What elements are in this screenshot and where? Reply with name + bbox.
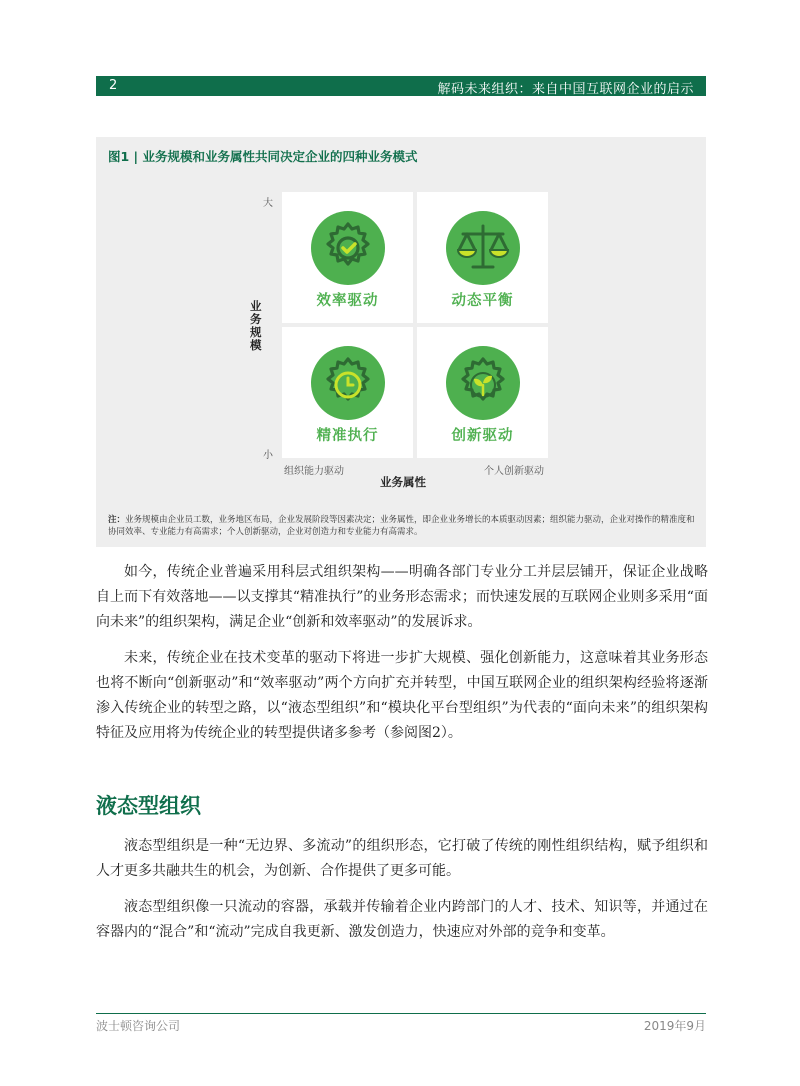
x-axis-right-label: 个人创新驱动 xyxy=(484,466,544,477)
page-header xyxy=(96,76,706,96)
quadrant-innovation-driven xyxy=(417,327,548,458)
body-paragraph-2: 未来，传统企业在技术变革的驱动下将进一步扩大规模、强化创新能力，这意味着其业务形态也将不断向“创新驱动”和“效率驱动”两个方向扩充并转型，中国互联网企业的组织架构经验将逐渐渗入传统企业的转型之路，以“液态型组织”和“模块化平台型组织”为代表的“面向未来”的组织架构特征及应用将为传统企业的转型提供诸多参考（参阅图2）。 xyxy=(96,650,708,741)
figure-title: 图1 | 业务规模和业务属性共同决定企业的四种业务模式 xyxy=(108,149,418,164)
body-paragraph-3: 液态型组织是一种“无边界、多流动”的组织形态，它打破了传统的刚性组织结构，赋予组织和人才更多共融共生的机会，为创新、合作提供了更多可能。 xyxy=(96,838,708,879)
page-number: 2 xyxy=(109,78,118,93)
quadrant-label: 效率驱动 xyxy=(316,293,379,309)
footer-rule xyxy=(96,1013,706,1014)
gear-check-icon xyxy=(310,210,386,286)
section-title: 液态型组织 xyxy=(96,793,201,818)
balance-scale-icon xyxy=(445,210,521,286)
quadrant-label: 精准执行 xyxy=(316,428,379,444)
footer-date: 2019年9月 xyxy=(643,1019,706,1033)
y-axis-title: 业务规模 xyxy=(250,299,262,352)
quadrant-precise-execution xyxy=(282,327,413,458)
quadrant-dynamic-balance xyxy=(417,192,548,323)
figure-note xyxy=(108,515,698,538)
x-axis-title: 业务属性 xyxy=(380,475,426,489)
gear-sprout-icon xyxy=(445,345,521,421)
quadrant-label: 动态平衡 xyxy=(451,293,514,309)
quadrant-matrix xyxy=(282,192,548,458)
y-axis-top-label: 大 xyxy=(263,198,273,209)
x-axis-left-label: 组织能力驱动 xyxy=(284,466,344,477)
y-axis-bottom-label: 小 xyxy=(263,450,273,461)
footer-publisher: 波士顿咨询公司 xyxy=(96,1019,181,1033)
quadrant-label: 创新驱动 xyxy=(451,428,514,444)
note-text: 业务规模由企业员工数，业务地区布局，企业发展阶段等因素决定；业务属性，即企业业务增长的本质驱动因素；组织能力驱动，企业对操作的精准度和协同效率、专业能力有高需求；个人创新驱动，企业对创造力和专业能力有高需求。 xyxy=(108,515,695,537)
body-paragraph-4: 液态型组织像一只流动的容器，承载并传输着企业内跨部门的人才、技术、知识等，并通过在容器内的“混合”和“流动”完成自我更新、激发创造力，快速应对外部的竞争和变革。 xyxy=(96,899,708,940)
gear-clock-icon xyxy=(310,345,386,421)
note-label: 注： xyxy=(108,515,126,525)
running-title: 解码未来组织：来自中国互联网企业的启示 xyxy=(437,82,694,97)
quadrant-efficiency-driven xyxy=(282,192,413,323)
body-paragraph-1: 如今，传统企业普遍采用科层式组织架构——明确各部门专业分工并层层铺开，保证企业战略自上而下有效落地——以支撑其“精准执行”的业务形态需求；而快速发展的互联网企业则多采用“面向未来”的组织架构，满足企业“创新和效率驱动”的发展诉求。 xyxy=(96,564,708,630)
